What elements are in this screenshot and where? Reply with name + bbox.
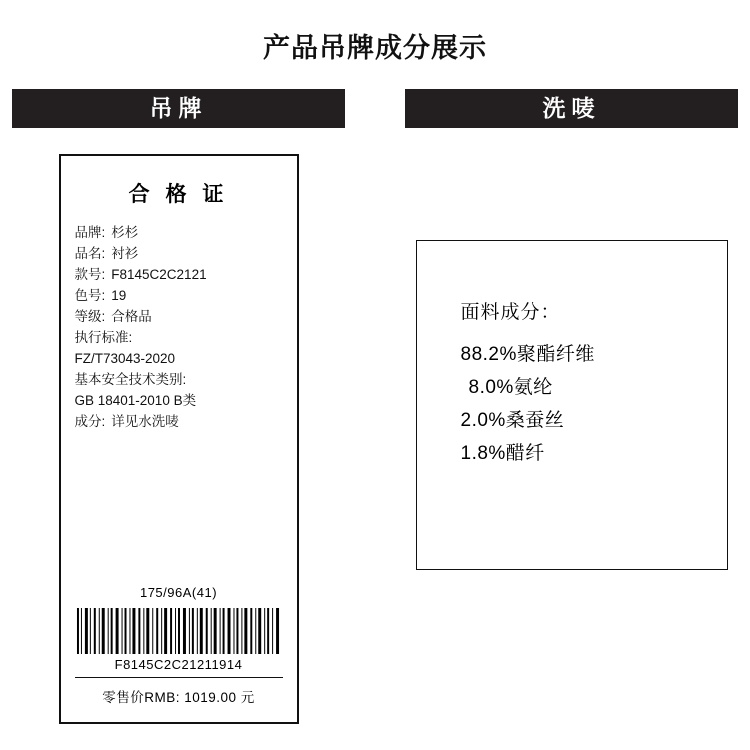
field-style-no xyxy=(75,264,283,285)
size-code: 175/96A(41) xyxy=(139,585,218,600)
field-grade-label: 等级: xyxy=(74,309,106,324)
certificate-fields xyxy=(75,222,283,432)
wash-label-column xyxy=(405,89,738,724)
field-grade-value: 合格品 xyxy=(111,309,152,324)
field-standard-value xyxy=(75,348,283,369)
field-composition xyxy=(75,411,283,432)
field-safety-category-value-text: GB 18401-2010 B类 xyxy=(74,393,197,408)
field-style-no-value: F8145C2C2121 xyxy=(111,267,207,282)
retail-price-value: 1019.00 元 xyxy=(184,690,255,705)
retail-price-label: 零售价RMB: xyxy=(102,690,180,705)
wash-label-section-header: 洗唛 xyxy=(405,89,738,128)
field-standard-label-text: 执行标准: xyxy=(74,330,133,345)
fabric-composition-heading: 面料成分： xyxy=(460,302,561,323)
hang-tag-section-header: 吊牌 xyxy=(12,89,345,128)
fabric-composition-item-1: 88.2%聚酯纤维 xyxy=(460,344,595,365)
hang-tag-column xyxy=(12,89,345,724)
fabric-composition-item-4: 1.8%醋纤 xyxy=(460,443,545,464)
field-safety-category-value xyxy=(75,390,283,411)
hang-tag-card xyxy=(59,154,299,724)
field-safety-category-label-text: 基本安全技术类别: xyxy=(74,372,187,387)
fabric-composition-item-2: 8.0%氨纶 xyxy=(468,377,553,398)
field-composition-value: 详见水洗唛 xyxy=(111,414,179,429)
field-product-name-label: 品名: xyxy=(74,246,106,261)
field-color-no-label: 色号: xyxy=(74,288,106,303)
field-composition-label: 成分: xyxy=(74,414,106,429)
card-spacer xyxy=(75,432,283,585)
retail-price xyxy=(75,686,283,708)
certificate-title: 合 格 证 xyxy=(128,183,229,206)
field-brand-value: 杉杉 xyxy=(111,225,139,240)
field-style-no-label: 款号: xyxy=(74,267,106,282)
page-title: 产品吊牌成分展示 xyxy=(263,33,487,63)
field-standard-value-text: FZ/T73043-2020 xyxy=(74,351,176,366)
barcode-image xyxy=(75,608,283,654)
wash-label-box xyxy=(416,240,728,570)
field-standard-label xyxy=(75,327,283,348)
field-product-name-value: 衬衫 xyxy=(111,246,139,261)
barcode-number: F8145C2C21211914 xyxy=(75,657,283,678)
fabric-composition-item-3: 2.0%桑蚕丝 xyxy=(460,410,565,431)
field-color-no-value: 19 xyxy=(111,288,127,303)
field-grade xyxy=(75,306,283,327)
content-columns xyxy=(0,89,750,724)
field-product-name xyxy=(75,243,283,264)
field-safety-category-label xyxy=(75,369,283,390)
field-brand xyxy=(75,222,283,243)
field-color-no xyxy=(75,285,283,306)
field-brand-label: 品牌: xyxy=(74,225,106,240)
